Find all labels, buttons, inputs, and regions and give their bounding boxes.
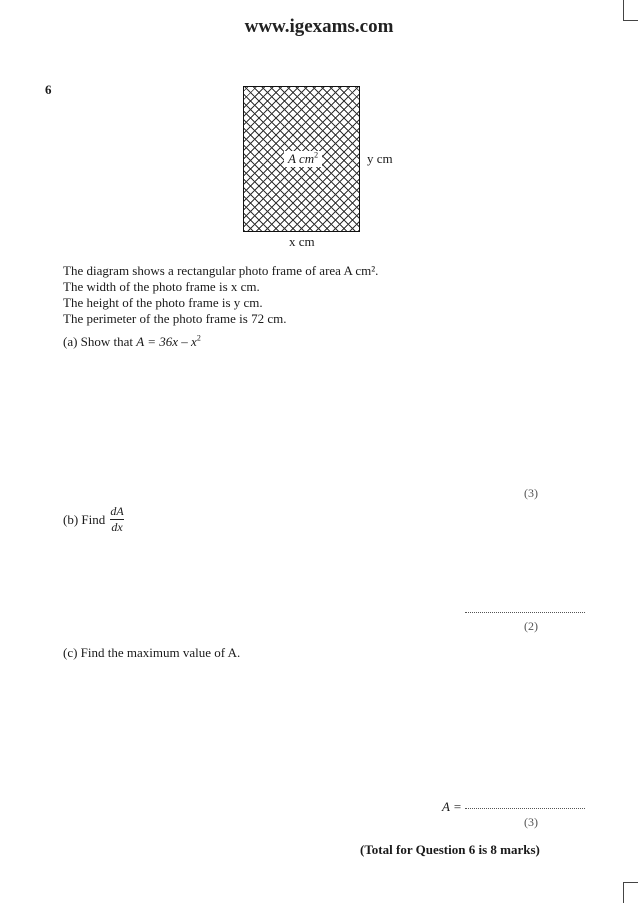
- part-a-sup: 2: [196, 333, 201, 343]
- part-c-answer-label: [442, 799, 462, 815]
- intro-line-4: The perimeter of the photo frame is 72 cm.: [63, 311, 287, 326]
- intro-line-3: The height of the photo frame is y cm.: [63, 295, 263, 310]
- intro-line-1: The diagram shows a rectangular photo frame of area A cm².: [63, 263, 379, 278]
- part-a-prompt: [63, 334, 201, 349]
- answer-label-text: A =: [442, 799, 462, 814]
- site-header: www.igexams.com: [244, 16, 394, 37]
- fraction-denominator: dx: [111, 520, 123, 534]
- part-c-prompt: (c) Find the maximum value of A.: [63, 645, 241, 660]
- corner-mark-top: [623, 0, 638, 21]
- derivative-fraction: [110, 505, 124, 534]
- area-label-sup: 2: [314, 150, 319, 160]
- area-label-text: A cm: [288, 151, 315, 166]
- question-number: 6: [45, 82, 52, 97]
- part-a-marks: (3): [524, 486, 538, 500]
- part-b-marks: (2): [524, 619, 538, 633]
- corner-mark-bottom: [623, 882, 638, 903]
- part-a-expression: A = 36x – x: [136, 334, 197, 349]
- part-c-answer-line[interactable]: [465, 808, 585, 809]
- width-label: x cm: [289, 234, 315, 249]
- intro-line-2: The width of the photo frame is x cm.: [63, 279, 260, 294]
- fraction-numerator: dA: [110, 504, 124, 518]
- part-a-prefix: (a) Show that: [63, 334, 137, 349]
- part-b-prompt: (b) Find: [63, 512, 106, 527]
- height-label: y cm: [367, 151, 393, 166]
- part-b-answer-line[interactable]: [465, 612, 585, 613]
- question-total: (Total for Question 6 is 8 marks): [360, 842, 540, 857]
- area-label: [284, 151, 322, 167]
- part-c-marks: (3): [524, 815, 538, 829]
